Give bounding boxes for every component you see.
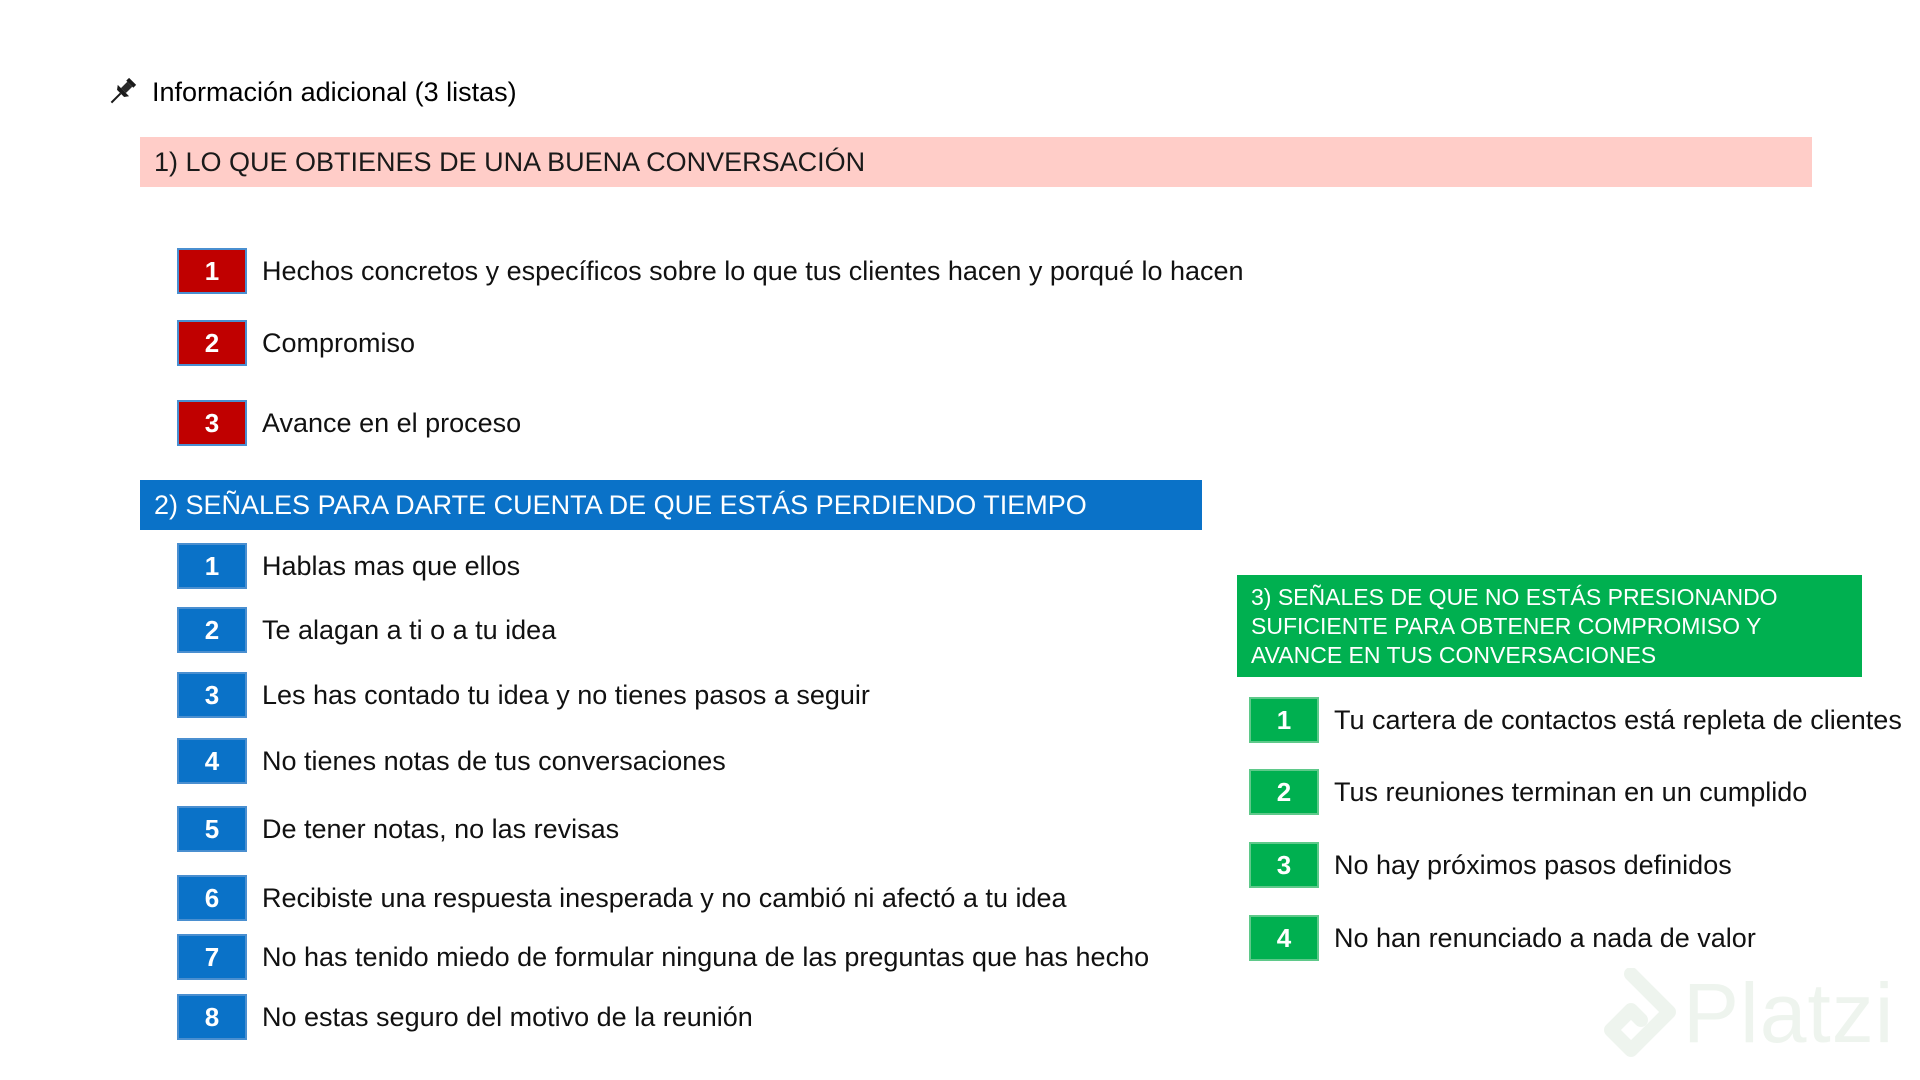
list-item [177,670,870,720]
number-badge: 7 [177,934,247,980]
list-item-text: Compromiso [262,327,416,358]
list-item [177,246,1244,296]
list-item-text: Tus reuniones terminan en un cumplido [1334,776,1808,807]
list-item [177,605,556,655]
section-3-title: 3) SEÑALES DE QUE NO ESTÁS PRESIONANDO SUFICIENTE PARA OBTENER COMPROMISO Y AVANCE EN TUS CONVERSACIONES [1237,575,1862,677]
list-item [1249,695,1902,745]
list-item [177,541,520,591]
list-item-text: Te alagan a ti o a tu idea [262,614,557,645]
list-item-text: Avance en el proceso [262,407,522,438]
info-heading [104,72,517,112]
list-item-text: No estas seguro del motivo de la reunión [262,1001,753,1032]
section-2-title: 2) SEÑALES PARA DARTE CUENTA DE QUE ESTÁS PERDIENDO TIEMPO [140,480,1202,530]
number-badge: 2 [1249,769,1319,815]
list-item-text: No han renunciado a nada de valor [1334,922,1756,953]
list-item [177,932,1149,982]
list-item-text: Tu cartera de contactos está repleta de clientes [1334,704,1902,735]
number-badge: 4 [1249,915,1319,961]
pushpin-icon [104,74,140,110]
list-item [1249,767,1807,817]
list-item [1249,913,1756,963]
number-badge: 1 [1249,697,1319,743]
list-item-text: No hay próximos pasos definidos [1334,849,1732,880]
platzi-watermark [1585,965,1894,1062]
number-badge: 3 [177,672,247,718]
list-item [177,804,619,854]
list-item-text: Recibiste una respuesta inesperada y no cambió ni afectó a tu idea [262,882,1067,913]
number-badge: 5 [177,806,247,852]
list-item-text: Hechos concretos y específicos sobre lo que tus clientes hacen y porqué lo hacen [262,255,1244,286]
heading-text: Información adicional (3 listas) [152,76,517,107]
list-item [177,318,415,368]
watermark-text: Platzi [1683,966,1895,1060]
number-badge: 1 [177,248,247,294]
number-badge: 8 [177,994,247,1040]
list-item [177,992,753,1042]
list-item [1249,840,1732,890]
section-1-title: 1) LO QUE OBTIENES DE UNA BUENA CONVERSACIÓN [140,137,1812,187]
number-badge: 1 [177,543,247,589]
platzi-logo-icon [1585,968,1677,1060]
number-badge: 2 [177,607,247,653]
list-item-text: No has tenido miedo de formular ninguna de las preguntas que has hecho [262,941,1150,972]
list-item [177,736,726,786]
number-badge: 2 [177,320,247,366]
list-item-text: De tener notas, no las revisas [262,813,620,844]
number-badge: 6 [177,875,247,921]
number-badge: 3 [1249,842,1319,888]
list-item-text: No tienes notas de tus conversaciones [262,745,726,776]
number-badge: 4 [177,738,247,784]
list-item [177,873,1067,923]
list-item [177,398,521,448]
number-badge: 3 [177,400,247,446]
list-item-text: Hablas mas que ellos [262,550,521,581]
list-item-text: Les has contado tu idea y no tienes pasos a seguir [262,679,870,710]
